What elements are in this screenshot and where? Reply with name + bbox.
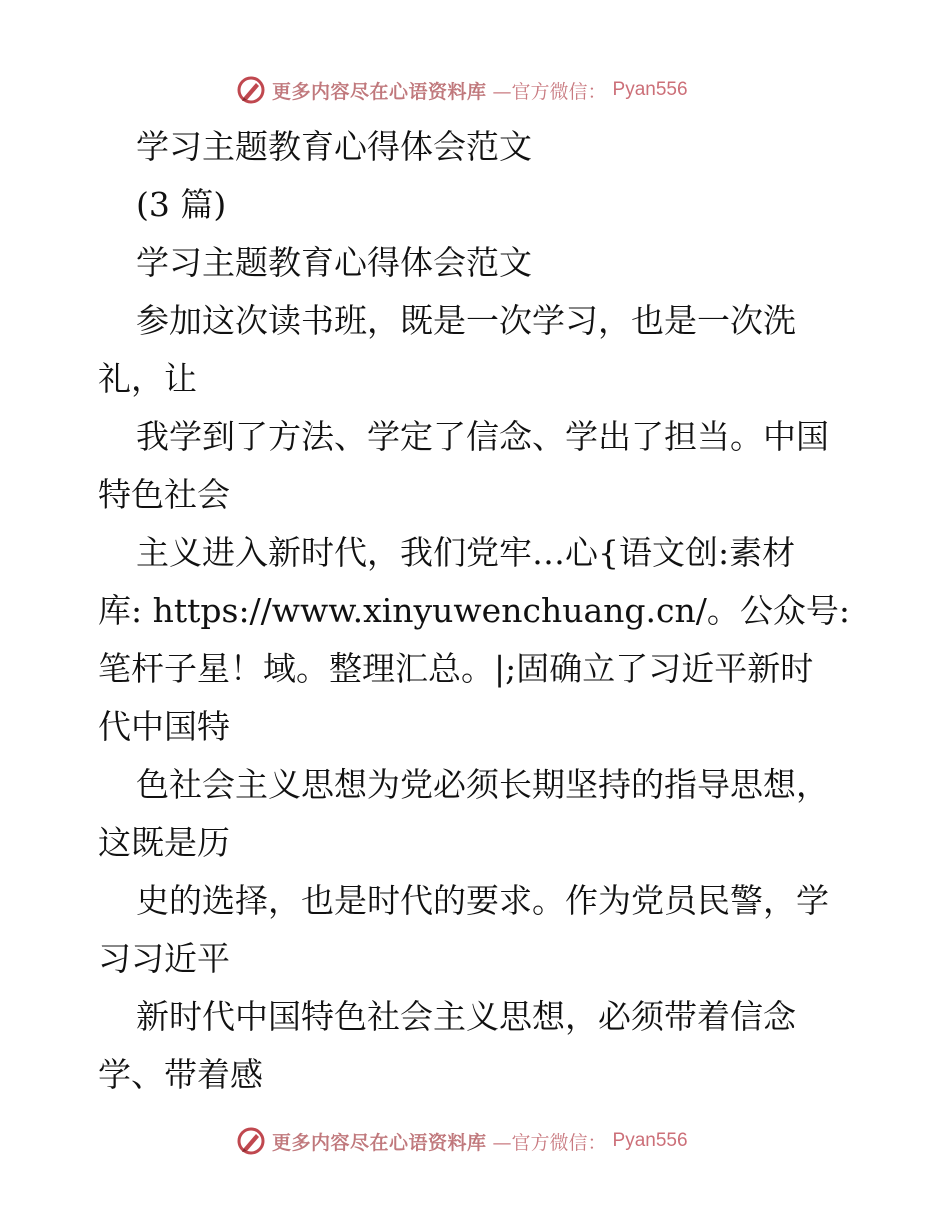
paragraph-line: 这既是历 (98, 823, 230, 862)
header-watermark (236, 73, 688, 107)
watermark-brand: 更多内容尽在心语资料库 (272, 1131, 487, 1154)
paragraph-line: 色社会主义思想为党必须长期坚持的指导思想， (136, 765, 829, 804)
pen-logo-icon (236, 1126, 266, 1156)
paragraph-line: 笔杆子星！域。整理汇总。|;固确立了习近平新时 (98, 649, 814, 688)
paragraph-line: 学、带着感 (98, 1055, 263, 1094)
paragraph-line: 特色社会 (98, 475, 230, 514)
footer-watermark (236, 1124, 688, 1158)
paragraph-line: 参加这次读书班，既是一次学习，也是一次洗 (136, 301, 796, 340)
watermark-official: —官方微信： (492, 1131, 607, 1154)
paragraph-line: 礼，让 (98, 359, 197, 398)
pen-logo-icon (236, 75, 266, 105)
paragraph-line: 我学到了方法、学定了信念、学出了担当。中国 (136, 417, 829, 456)
watermark-id: Pyan556 (612, 79, 688, 100)
watermark-id: Pyan556 (612, 1130, 688, 1151)
paragraph-line: 主义进入新时代，我们党牢…心{语文创:素材 (136, 533, 796, 572)
paragraph-line: 史的选择，也是时代的要求。作为党员民警，学 (136, 881, 829, 920)
document-title: 学习主题教育心得体会范文 (136, 127, 532, 166)
document-subtitle: (3 篇) (136, 185, 227, 224)
paragraph-line: 库: https://www.xinyuwenchuang.cn/。公众号: (98, 591, 850, 630)
paragraph-line: 代中国特 (98, 707, 230, 746)
paragraph-line: 新时代中国特色社会主义思想，必须带着信念 (136, 997, 796, 1036)
paragraph-line: 习习近平 (98, 939, 230, 978)
watermark-official: —官方微信： (492, 80, 607, 103)
watermark-brand: 更多内容尽在心语资料库 (272, 80, 487, 103)
section-heading: 学习主题教育心得体会范文 (136, 243, 532, 282)
